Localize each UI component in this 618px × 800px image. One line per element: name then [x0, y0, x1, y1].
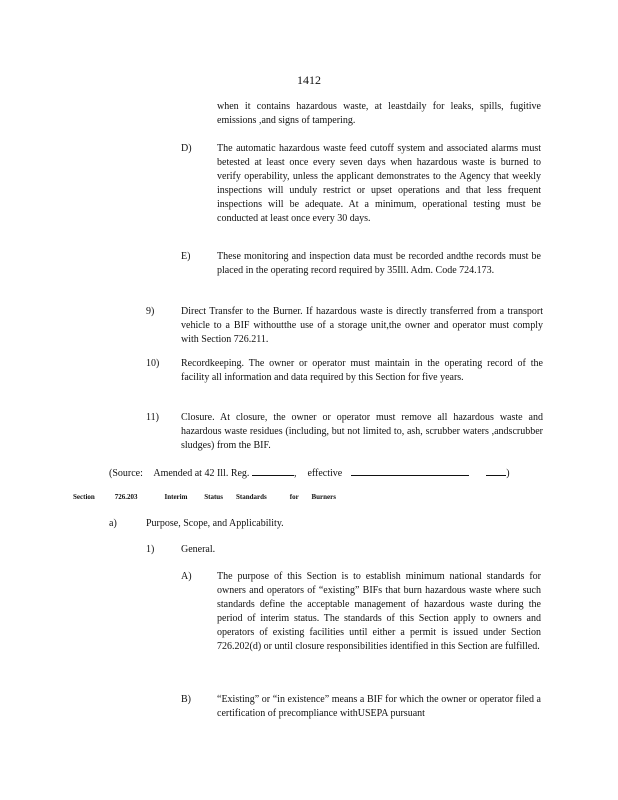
source-close: ) — [506, 468, 510, 479]
section-title-word-4: for — [289, 493, 299, 501]
item-11-label: 11) — [146, 412, 159, 423]
effective-date-blank — [351, 465, 469, 476]
page-number: 1412 — [297, 73, 321, 87]
effective-date-blank-2 — [486, 465, 506, 476]
section-title-word-2: Status — [204, 493, 223, 501]
section-word: Section — [73, 493, 95, 501]
subsection-B-text: “Existing” or “in existence” means a BIF for which the owner or operator filed a certification of precompliance withUSEPA pursuant — [217, 694, 541, 719]
item-9-text: Direct Transfer to the Burner. If hazardous waste is directly transferred from a transport vehicle to a BIF withoutthe use of a storage unit,the owner and operator must comply with Section 726.211. — [181, 306, 543, 345]
source-amended: Amended at 42 Ill. Reg. — [153, 468, 250, 479]
subsection-A-label: A) — [181, 571, 192, 582]
section-heading — [73, 493, 336, 501]
item-10-label: 10) — [146, 358, 160, 369]
item-11-text: Closure. At closure, the owner or operator must remove all hazardous waste and hazardous waste residues (including, but not limited to, ash, scrubber waters ,andscrubber sludges) from the BIF. — [181, 412, 543, 451]
subsection-1-label: 1) — [146, 544, 155, 555]
item-d-text: The automatic hazardous waste feed cutoff system and associated alarms must betested at least once every seven days when hazardous waste is burned to verify operability, unless the applicant demonstrates to the Agency that weekly inspections will unduly restrict or upset operations and that less frequent inspections will be adequate. At a minimum, operational testing must be conducted at least once every 30 days. — [217, 143, 541, 224]
register-blank — [252, 465, 294, 476]
item-9-label: 9) — [146, 306, 155, 317]
subsection-B-label: B) — [181, 694, 191, 705]
section-title-word-5: Burners — [311, 493, 336, 501]
subsection-1-text: General. — [181, 544, 216, 555]
continued-paragraph: when it contains hazardous waste, at leastdaily for leaks, spills, fugitive emissions ,and signs of tampering. — [217, 101, 541, 126]
item-e-text: These monitoring and inspection data must be recorded andthe records must be placed in the operating record required by 35Ill. Adm. Code 724.173. — [217, 251, 541, 276]
section-number: 726.203 — [114, 493, 138, 501]
source-comma: , — [293, 468, 297, 479]
section-title-word-3: Standards — [236, 493, 267, 501]
section-title-word-1: Interim — [164, 493, 188, 501]
subsection-a-label: a) — [109, 518, 117, 529]
item-d-label: D) — [181, 143, 192, 154]
subsection-A-text: The purpose of this Section is to establish minimum national standards for owners and operators of “existing” BIFs that burn hazardous waste where such standards define the acceptable management of hazardous waste during the period of interim status. The standards of this Section apply to owners and operators of existing facilities until either a permit is issued under Section 726.202(d) or until closure responsibilities identified in this Section are fulfilled. — [217, 571, 541, 652]
item-10-text: Recordkeeping. The owner or operator must maintain in the operating record of the facility all information and data required by this Section for five years. — [181, 358, 543, 383]
item-e-label: E) — [181, 251, 191, 262]
subsection-a-text: Purpose, Scope, and Applicability. — [146, 518, 284, 529]
source-note — [109, 465, 510, 481]
source-effective: effective — [307, 468, 343, 479]
source-open: (Source: — [109, 468, 143, 479]
